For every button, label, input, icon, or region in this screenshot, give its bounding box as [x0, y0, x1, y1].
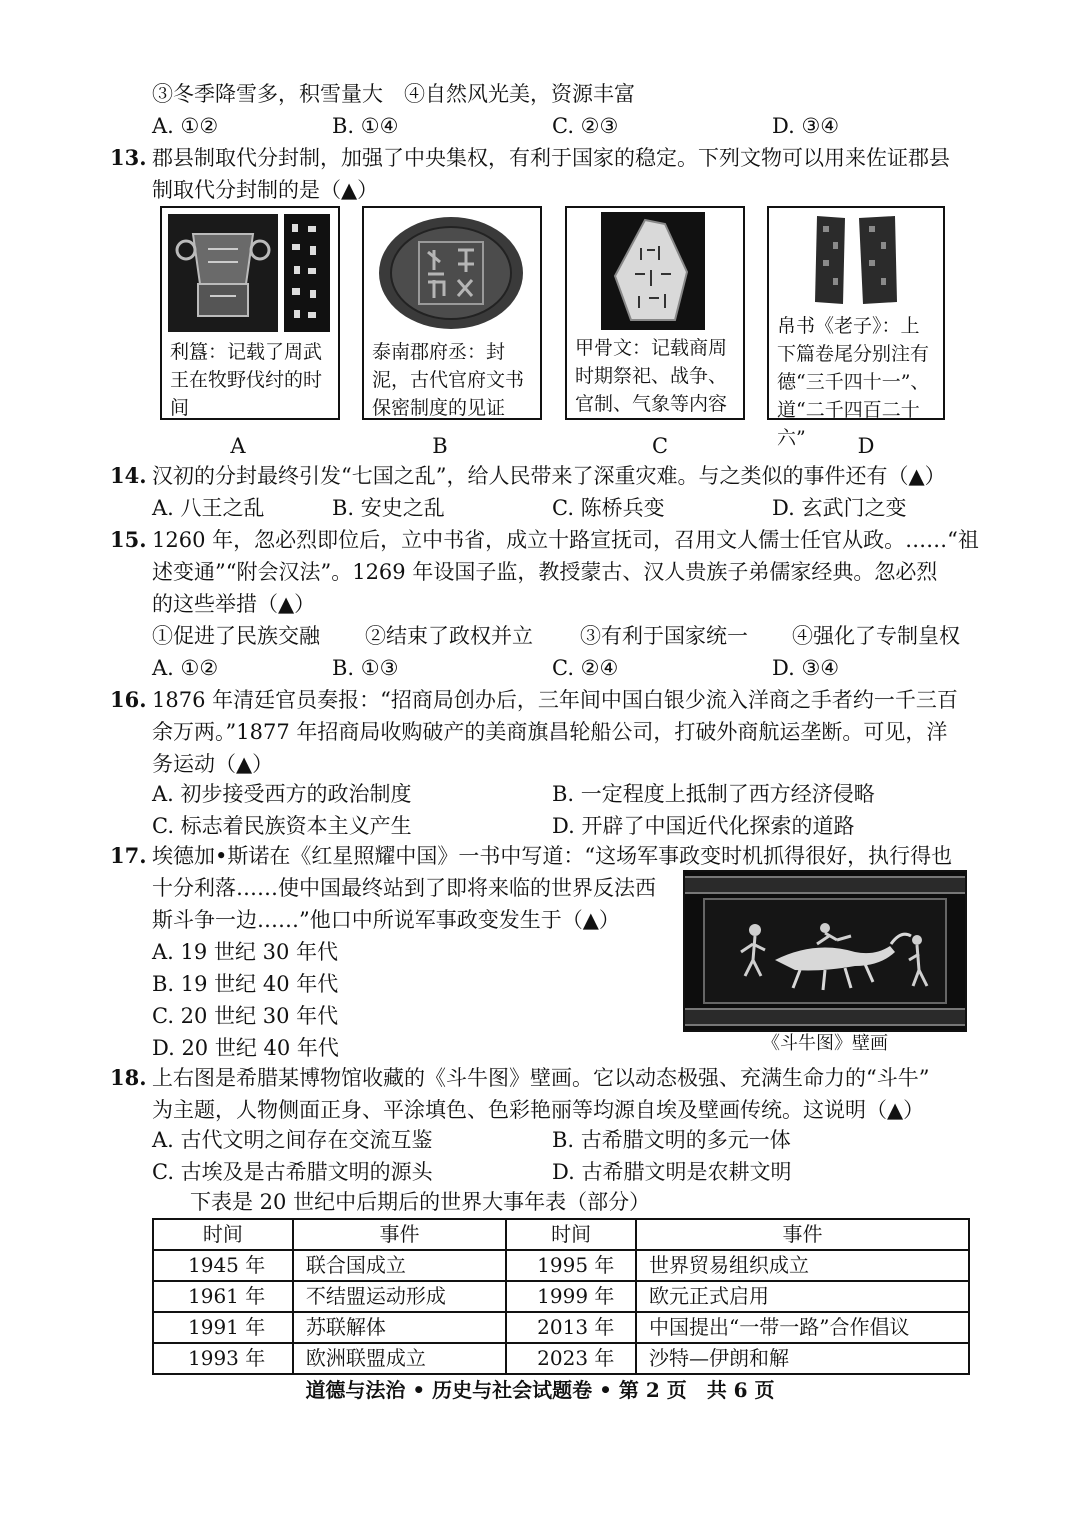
q15-option-a[interactable]: A. ①② [152, 656, 219, 680]
table-row [153, 1312, 969, 1343]
q14-number: 14. [110, 463, 147, 488]
cell-event: 欧洲联盟成立 [293, 1343, 506, 1374]
silk-manuscript-image [809, 212, 903, 308]
q15-stem-line3: 的这些举措（▲） [152, 592, 316, 616]
q15-stem-line2: 述变通”“附会汉法”。1269 年设国子监，教授蒙古、汉人贵族子弟儒家经典。忽必烈 [152, 560, 938, 584]
q17-option-b[interactable]: B. 19 世纪 40 年代 [152, 972, 339, 996]
q12-option-c[interactable]: C. ②③ [552, 114, 619, 138]
artifact-d-caption: 帛书《老子》：上下篇卷尾分别注有德“三千四十一”、道“二千四百二十六” [777, 315, 930, 449]
q15-number: 15. [110, 527, 147, 552]
q18-option-c[interactable]: C. 古埃及是古希腊文明的源头 [152, 1160, 433, 1184]
q16-option-a[interactable]: A. 初步接受西方的政治制度 [152, 782, 412, 806]
bronze-vessel-image [168, 214, 278, 332]
q18-stem-line1: 上右图是希腊某博物馆收藏的《斗牛图》壁画。它以动态极强、充满生命力的“斗牛” [152, 1066, 930, 1090]
q18-option-b[interactable]: B. 古希腊文明的多元一体 [552, 1128, 791, 1152]
artifact-c-card [565, 206, 745, 420]
q14-option-a[interactable]: A. 八王之乱 [152, 496, 265, 520]
q15-statement-4: ④强化了专制皇权 [792, 624, 960, 648]
artifact-a-letter[interactable]: A [230, 434, 246, 458]
header-time-1: 时间 [153, 1219, 293, 1250]
q16-number: 16. [110, 687, 147, 712]
cell-event: 中国提出“一带一路”合作倡议 [636, 1312, 969, 1343]
q16-stem-line1: 1876 年清廷官员奏报：“招商局创办后，三年间中国白银少流入洋商之手者约一千三百 [152, 688, 958, 712]
header-event-1: 事件 [293, 1219, 506, 1250]
cell-time: 2013 年 [506, 1312, 636, 1343]
header-event-2: 事件 [636, 1219, 969, 1250]
q13-number: 13. [110, 145, 147, 170]
artifact-d-letter[interactable]: D [857, 434, 875, 458]
table-intro: 下表是 20 世纪中后期后的世界大事年表（部分） [190, 1190, 651, 1214]
fresco-top-border [685, 876, 965, 894]
fresco-scene [703, 898, 947, 1004]
q17-stem-line2: 十分利落……使中国最终站到了即将来临的世界反法西 [152, 876, 656, 900]
cell-time: 1993 年 [153, 1343, 293, 1374]
q12-statements: ③冬季降雪多，积雪量大 ④自然风光美，资源丰富 [152, 82, 635, 106]
q18-option-a[interactable]: A. 古代文明之间存在交流互鉴 [152, 1128, 433, 1152]
q17-option-d[interactable]: D. 20 世纪 40 年代 [152, 1036, 339, 1060]
cell-event: 沙特—伊朗和解 [636, 1343, 969, 1374]
q14-option-b[interactable]: B. 安史之乱 [332, 496, 445, 520]
fresco-bottom-border [685, 1008, 965, 1026]
q17-stem-line1: 埃德加•斯诺在《红星照耀中国》一书中写道：“这场军事政变时机抓得很好，执行得也 [152, 844, 953, 868]
q17-option-c[interactable]: C. 20 世纪 30 年代 [152, 1004, 339, 1028]
page-footer: 道德与法治 • 历史与社会试题卷 • 第 2 页 共 6 页 [305, 1378, 775, 1402]
oracle-bone-image [601, 212, 705, 330]
q12-option-d[interactable]: D. ③④ [772, 114, 840, 138]
artifact-a-caption: 利簋：记载了周武王在牧野伐纣的时间 [170, 341, 323, 419]
table-row [153, 1343, 969, 1374]
q16-option-b[interactable]: B. 一定程度上抵制了西方经济侵略 [552, 782, 875, 806]
cell-event: 联合国成立 [293, 1250, 506, 1281]
table-row [153, 1250, 969, 1281]
q12-option-b[interactable]: B. ①④ [332, 114, 399, 138]
bull-leaping-fresco-image [683, 870, 967, 1032]
q16-option-c[interactable]: C. 标志着民族资本主义产生 [152, 814, 412, 838]
artifact-b-letter[interactable]: B [432, 434, 448, 458]
q15-statement-2: ②结束了政权并立 [365, 624, 533, 648]
q13-stem-line1: 郡县制取代分封制，加强了中央集权，有利于国家的稳定。下列文物可以用来佐证郡县 [152, 146, 950, 170]
artifact-c-caption: 甲骨文：记载商周时期祭祀、战争、官制、气象等内容 [575, 337, 728, 415]
q16-option-d[interactable]: D. 开辟了中国近代化探索的道路 [552, 814, 855, 838]
cell-event: 不结盟运动形成 [293, 1281, 506, 1312]
cell-time: 1945 年 [153, 1250, 293, 1281]
cell-time: 1995 年 [506, 1250, 636, 1281]
q18-option-d[interactable]: D. 古希腊文明是农耕文明 [552, 1160, 792, 1184]
q17-stem-line3: 斯斗争一边……”他口中所说军事政变发生于（▲） [152, 908, 620, 932]
clay-seal-image [374, 214, 528, 332]
q15-option-c[interactable]: C. ②④ [552, 656, 619, 680]
cell-time: 1991 年 [153, 1312, 293, 1343]
artifact-b-card [362, 206, 542, 420]
artifact-c-letter[interactable]: C [651, 434, 669, 458]
table-header-row [153, 1219, 969, 1250]
cell-event: 世界贸易组织成立 [636, 1250, 969, 1281]
fresco-caption: 《斗牛图》壁画 [762, 1033, 888, 1054]
q15-statement-3: ③有利于国家统一 [580, 624, 748, 648]
table-row [153, 1281, 969, 1312]
artifact-d-card [767, 206, 945, 449]
q16-stem-line2: 余万两。”1877 年招商局收购破产的美商旗昌轮船公司，打破外商航运垄断。可见，洋 [152, 720, 948, 744]
q15-option-b[interactable]: B. ①③ [332, 656, 399, 680]
q14-stem: 汉初的分封最终引发“七国之乱”，给人民带来了深重灾难。与之类似的事件还有（▲） [152, 464, 946, 488]
cell-event: 欧元正式启用 [636, 1281, 969, 1312]
cell-time: 1999 年 [506, 1281, 636, 1312]
q18-stem-line2: 为主题，人物侧面正身、平涂填色、色彩艳丽等均源自埃及壁画传统。这说明（▲） [152, 1098, 925, 1122]
q17-number: 17. [110, 843, 147, 868]
artifact-a-card [160, 206, 340, 420]
q18-number: 18. [110, 1065, 147, 1090]
q15-stem-line1: 1260 年，忽必烈即位后，立中书省，成立十路宣抚司，召用文人儒士任官从政。……“祖 [152, 528, 979, 552]
q17-option-a[interactable]: A. 19 世纪 30 年代 [152, 940, 338, 964]
q15-statement-1: ①促进了民族交融 [152, 624, 320, 648]
world-events-table [152, 1218, 970, 1375]
q16-stem-line3: 务运动（▲） [152, 752, 274, 776]
q12-option-a[interactable]: A. ①② [152, 114, 219, 138]
q13-stem-line2: 制取代分封制的是（▲） [152, 178, 379, 202]
q15-option-d[interactable]: D. ③④ [772, 656, 840, 680]
header-time-2: 时间 [506, 1219, 636, 1250]
q14-option-c[interactable]: C. 陈桥兵变 [552, 496, 665, 520]
inscription-rubbing-image [284, 214, 330, 332]
cell-time: 2023 年 [506, 1343, 636, 1374]
cell-event: 苏联解体 [293, 1312, 506, 1343]
cell-time: 1961 年 [153, 1281, 293, 1312]
q14-option-d[interactable]: D. 玄武门之变 [772, 496, 907, 520]
artifact-b-caption: 泰南郡府丞：封泥，古代官府文书保密制度的见证 [372, 341, 525, 419]
